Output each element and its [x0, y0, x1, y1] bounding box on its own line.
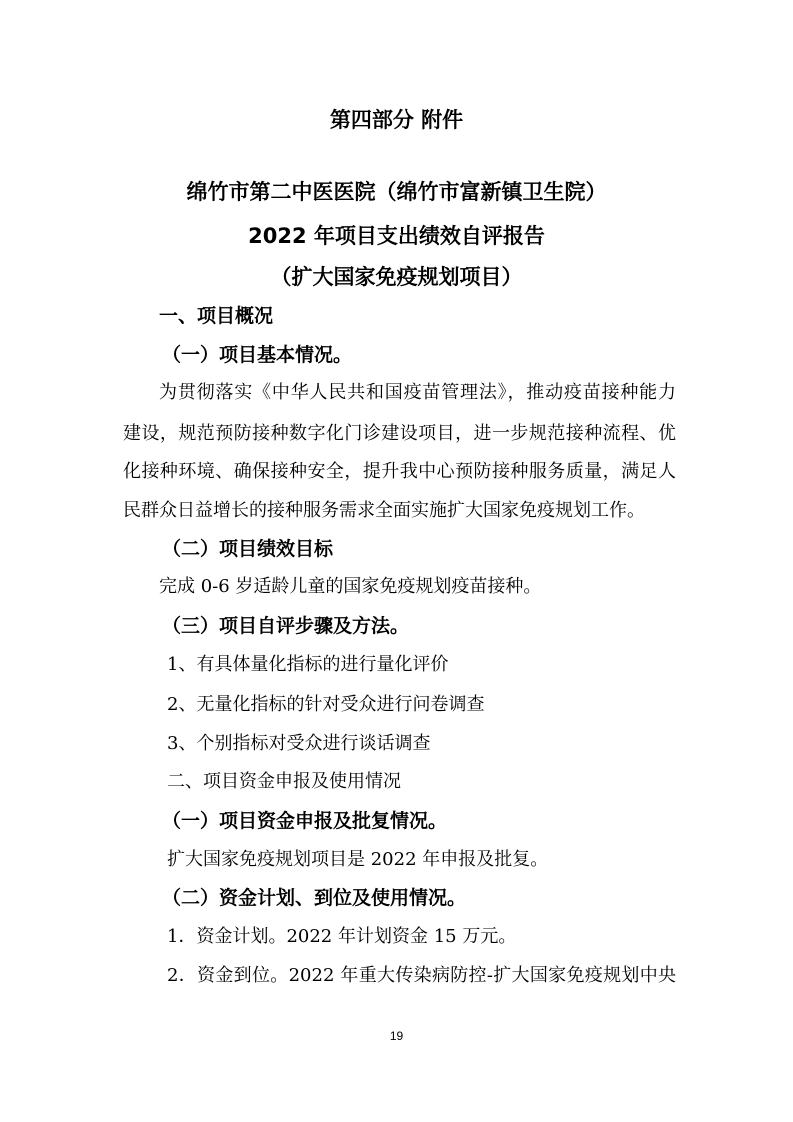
section1-heading: 一、项目概况 — [159, 305, 274, 327]
section2-sub2-heading: （二）资金计划、到位及使用情况。 — [162, 887, 467, 909]
list-item: 1．资金计划。2022 年计划资金 15 万元。 — [167, 926, 517, 947]
sub2-paragraph: 完成 0-6 岁适龄儿童的国家免疫规划疫苗接种。 — [159, 576, 542, 597]
section2-sub1-paragraph: 扩大国家免疫规划项目是 2022 年申报及批复。 — [167, 849, 549, 870]
section1-sub3-heading: （三）项目自评步骤及方法。 — [162, 615, 410, 637]
report-title-line2: 2022 年项目支出绩效自评报告 — [248, 224, 545, 248]
section2-sub1-heading: （一）项目资金申报及批复情况。 — [162, 810, 448, 832]
section1-sub2-heading: （二）项目绩效目标 — [162, 538, 334, 560]
page-number: 19 — [389, 1029, 404, 1043]
list-item: 2、无量化指标的针对受众进行问卷调查 — [167, 694, 485, 715]
report-title-line1: 绵竹市第二中医医院（绵竹市富新镇卫生院） — [186, 180, 607, 204]
section2-heading: 二、项目资金申报及使用情况 — [167, 771, 401, 792]
paragraph-line: 为贯彻落实《中华人民共和国疫苗管理法》，推动疫苗接种能力 — [159, 382, 676, 403]
section1-sub1-heading: （一）项目基本情况。 — [162, 344, 353, 366]
list-item: 3、个别指标对受众进行谈话调查 — [167, 733, 431, 754]
part-title: 第四部分 附件 — [329, 108, 464, 132]
list-item: 2．资金到位。2022 年重大传染病防控-扩大国家免疫规划中央 — [167, 965, 676, 986]
paragraph-line: 民群众日益增长的接种服务需求全面实施扩大国家免疫规划工作。 — [123, 500, 645, 521]
report-title-line3: （扩大国家免疫规划项目） — [270, 265, 523, 289]
list-item: 1、有具体量化指标的进行量化评价 — [167, 654, 449, 675]
paragraph-line: 建设，规范预防接种数字化门诊建设项目，进一步规范接种流程、优 — [123, 423, 676, 444]
paragraph-line: 化接种环境、确保接种安全，提升我中心预防接种服务质量，满足人 — [123, 461, 676, 482]
